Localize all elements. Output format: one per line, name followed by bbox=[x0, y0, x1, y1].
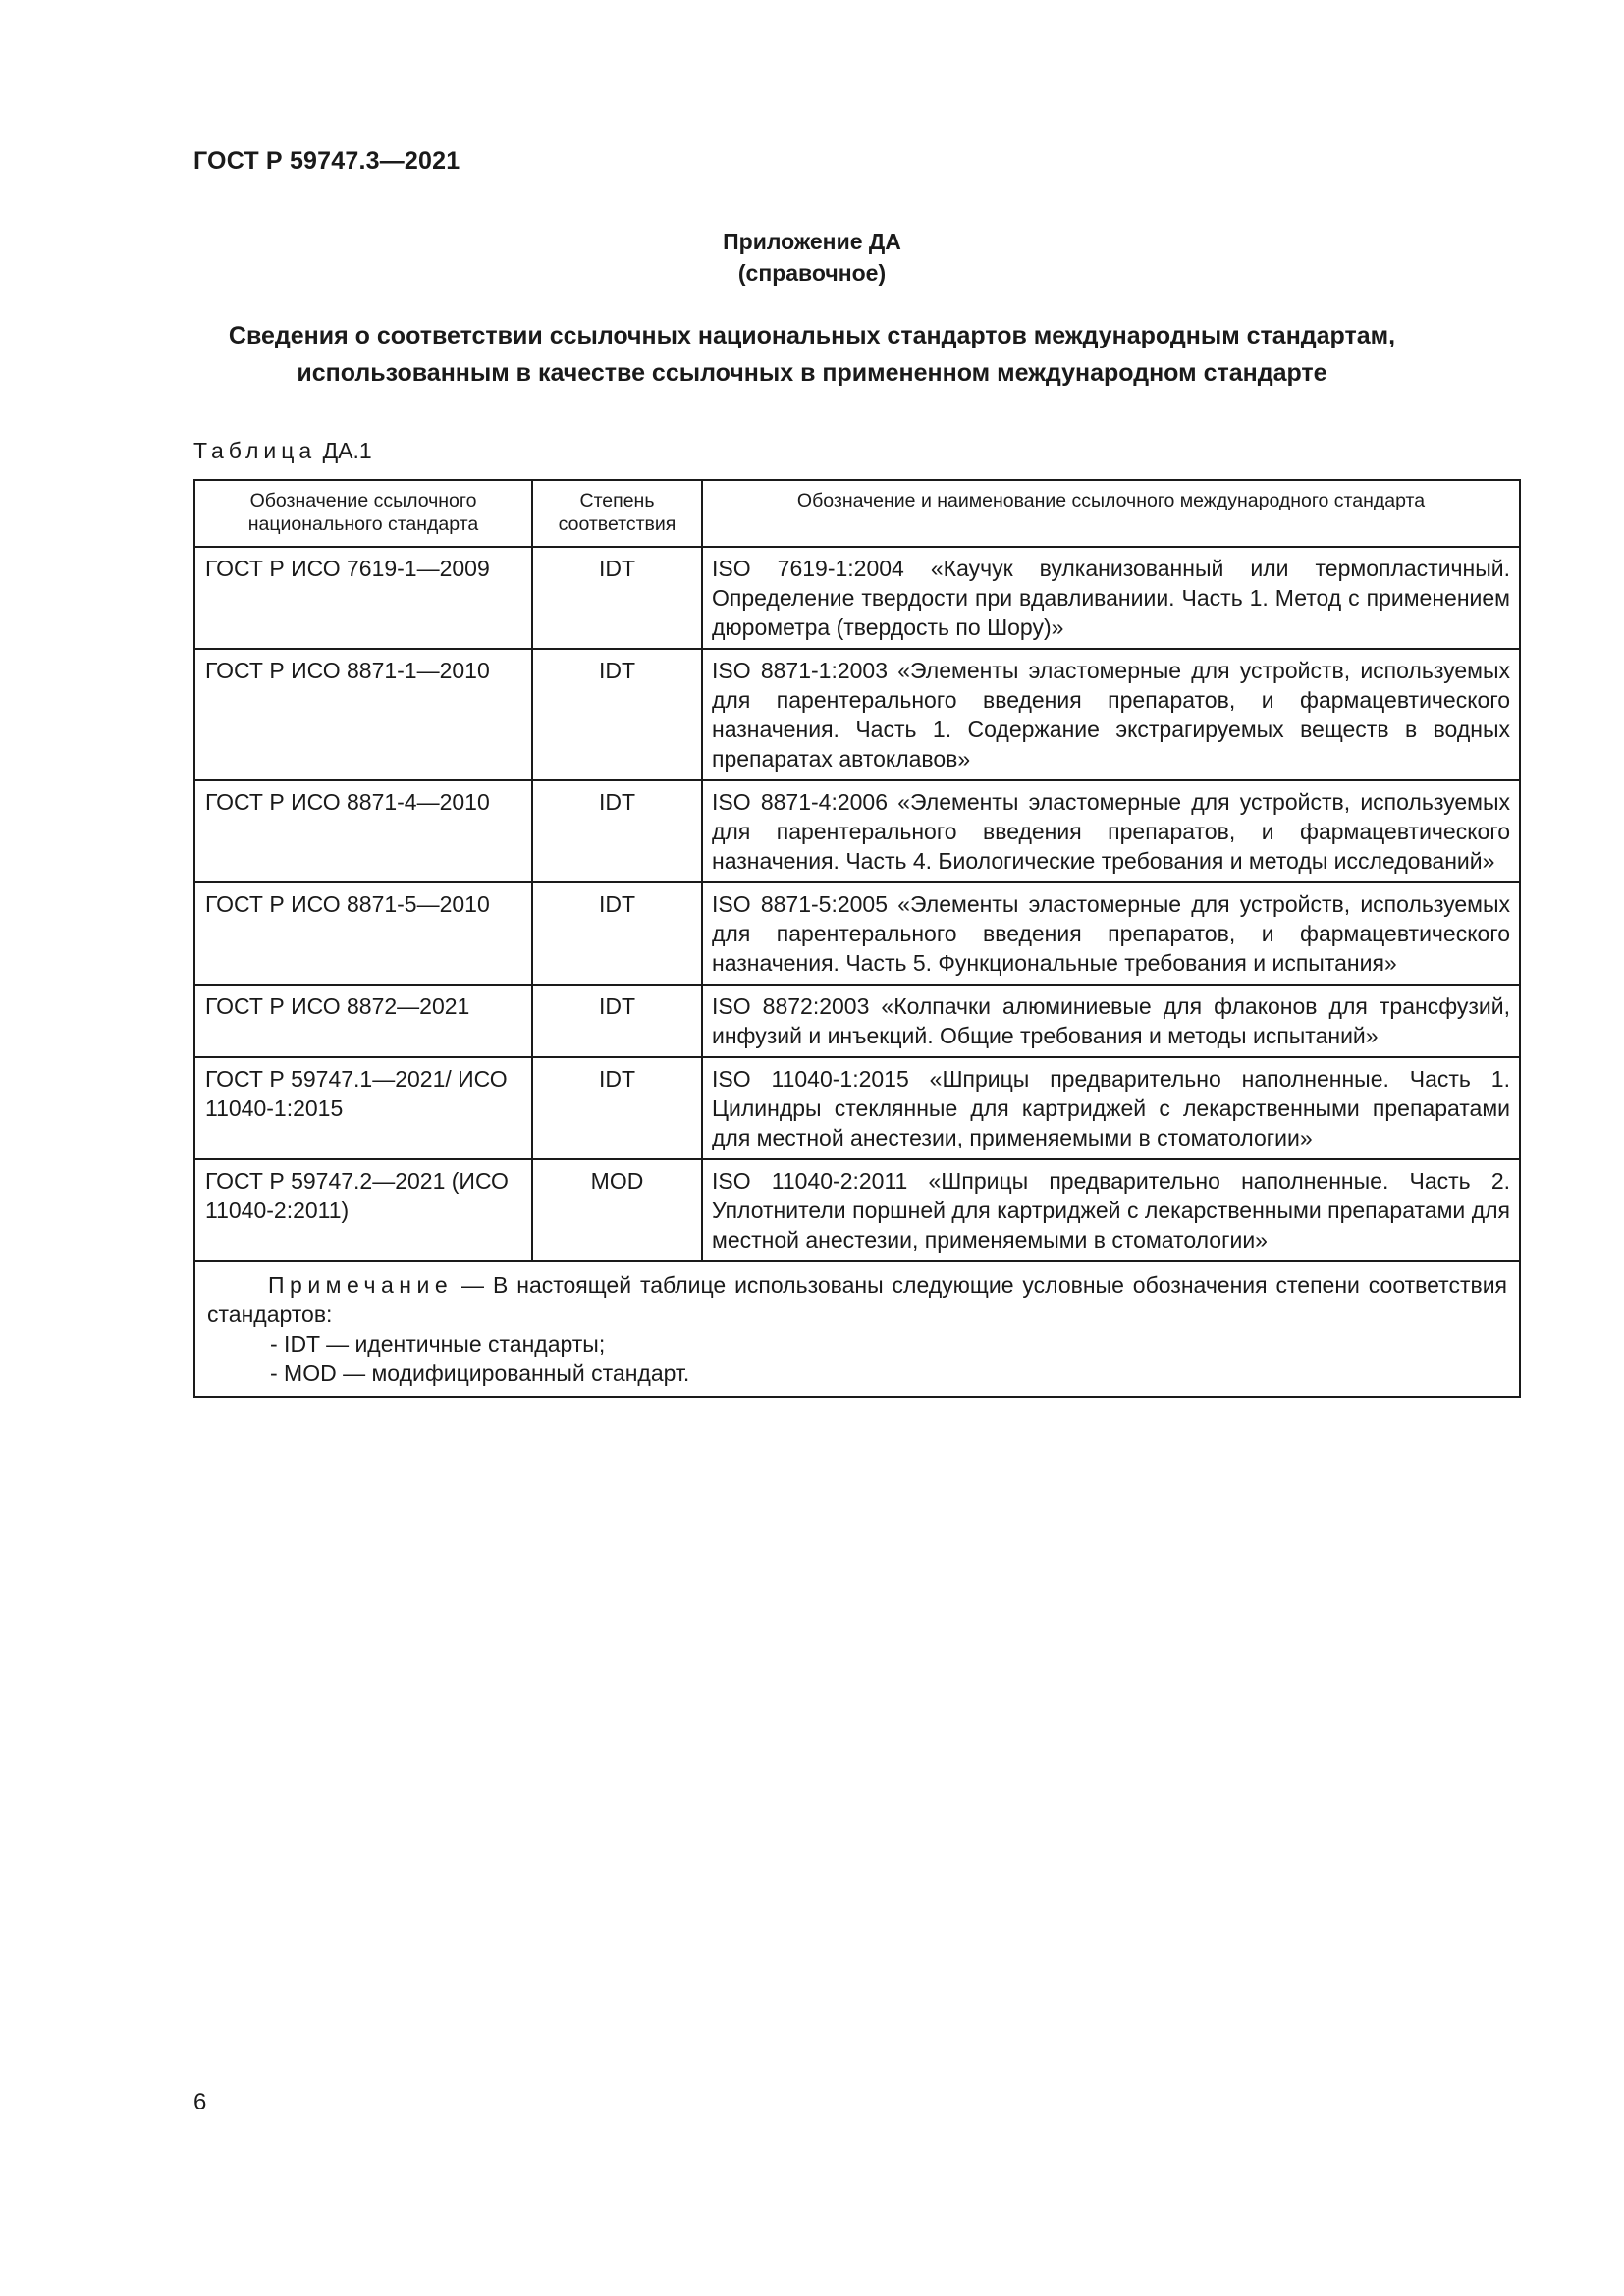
note-item: - MOD — модифицированный стандарт. bbox=[270, 1361, 690, 1386]
note-label: Примечание bbox=[268, 1272, 454, 1298]
table-row bbox=[194, 882, 1520, 985]
note-item: - IDT — идентичные стандарты; bbox=[270, 1331, 606, 1357]
cell-national: ГОСТ Р 59747.2—2021 (ИСО 11040-2:2011) bbox=[194, 1159, 532, 1261]
table-row bbox=[194, 1159, 1520, 1261]
cell-international: ISO 11040-2:2011 «Шприцы предварительно наполненные. Часть 2. Уплотнители поршней для картриджей с лекарственными препаратами для местной анестезии, применяемыми в стоматологии» bbox=[702, 1159, 1520, 1261]
page-number: 6 bbox=[193, 2089, 207, 2115]
cell-national: ГОСТ Р 59747.1—2021/ ИСО 11040-1:2015 bbox=[194, 1057, 532, 1159]
appendix-title bbox=[0, 317, 1624, 392]
cell-degree: IDT bbox=[532, 547, 702, 649]
table-row bbox=[194, 780, 1520, 882]
cell-international: ISO 8871-4:2006 «Элементы эластомерные для устройств, используемых для парентерального введения препаратов, и фармацевтического назначения. Часть 4. Биологические требования и методы исследований» bbox=[702, 780, 1520, 882]
cell-international: ISO 8871-5:2005 «Элементы эластомерные для устройств, используемых для парентерального введения препаратов, и фармацевтического назначения. Часть 5. Функциональные требования и испытания» bbox=[702, 882, 1520, 985]
cell-international: ISO 8872:2003 «Колпачки алюминиевые для флаконов для трансфузий, инфузий и инъекций. Общие требования и методы испытаний» bbox=[702, 985, 1520, 1057]
title-line-1: Сведения о соответствии ссылочных национальных стандартов международным стандартам, bbox=[228, 322, 1396, 349]
cell-degree: MOD bbox=[532, 1159, 702, 1261]
cell-international: ISO 7619-1:2004 «Каучук вулканизованный или термопластичный. Определение твердости при вдавливаниии. Часть 1. Метод с применением дюрометра (твердость по Шору)» bbox=[702, 547, 1520, 649]
header-national-standard: Обозначение ссылочного национального стандарта bbox=[194, 480, 532, 547]
table-header-row bbox=[194, 480, 1520, 547]
table-note bbox=[194, 1261, 1520, 1397]
table-row bbox=[194, 547, 1520, 649]
cell-degree: IDT bbox=[532, 882, 702, 985]
cell-international: ISO 8871-1:2003 «Элементы эластомерные для устройств, используемых для парентерального введения препаратов, и фармацевтического назначения. Часть 1. Содержание экстрагируемых веществ в водных препаратах автоклавов» bbox=[702, 649, 1520, 780]
table-note-row bbox=[194, 1261, 1520, 1397]
note-text: — В настоящей таблице использованы следующие условные обозначения степени соответствия стандартов: bbox=[207, 1272, 1507, 1327]
table-caption-number: ДА.1 bbox=[322, 438, 372, 463]
table-row bbox=[194, 649, 1520, 780]
cell-degree: IDT bbox=[532, 985, 702, 1057]
appendix-kind: (справочное) bbox=[737, 260, 887, 286]
cell-national: ГОСТ Р ИСО 8871-5—2010 bbox=[194, 882, 532, 985]
cell-national: ГОСТ Р ИСО 8872—2021 bbox=[194, 985, 532, 1057]
table-caption bbox=[193, 438, 372, 464]
appendix-name: Приложение ДА bbox=[723, 229, 901, 254]
appendix-heading bbox=[0, 226, 1624, 289]
cell-degree: IDT bbox=[532, 780, 702, 882]
cell-national: ГОСТ Р ИСО 8871-1—2010 bbox=[194, 649, 532, 780]
table-row bbox=[194, 1057, 1520, 1159]
cell-international: ISO 11040-1:2015 «Шприцы предварительно наполненные. Часть 1. Цилиндры стеклянные для картриджей с лекарственными препаратами для местной анестезии, применяемыми в стоматологии» bbox=[702, 1057, 1520, 1159]
correspondence-table bbox=[193, 479, 1521, 1398]
table-caption-word: Таблица bbox=[193, 438, 317, 463]
cell-degree: IDT bbox=[532, 649, 702, 780]
note-intro bbox=[207, 1272, 1507, 1327]
header-degree: Степень соответствия bbox=[532, 480, 702, 547]
document-code: ГОСТ Р 59747.3—2021 bbox=[193, 147, 460, 175]
cell-degree: IDT bbox=[532, 1057, 702, 1159]
table-row bbox=[194, 985, 1520, 1057]
cell-national: ГОСТ Р ИСО 8871-4—2010 bbox=[194, 780, 532, 882]
cell-national: ГОСТ Р ИСО 7619-1—2009 bbox=[194, 547, 532, 649]
header-international-standard: Обозначение и наименование ссылочного международного стандарта bbox=[702, 480, 1520, 547]
title-line-2: использованным в качестве ссылочных в примененном международном стандарте bbox=[297, 359, 1327, 387]
